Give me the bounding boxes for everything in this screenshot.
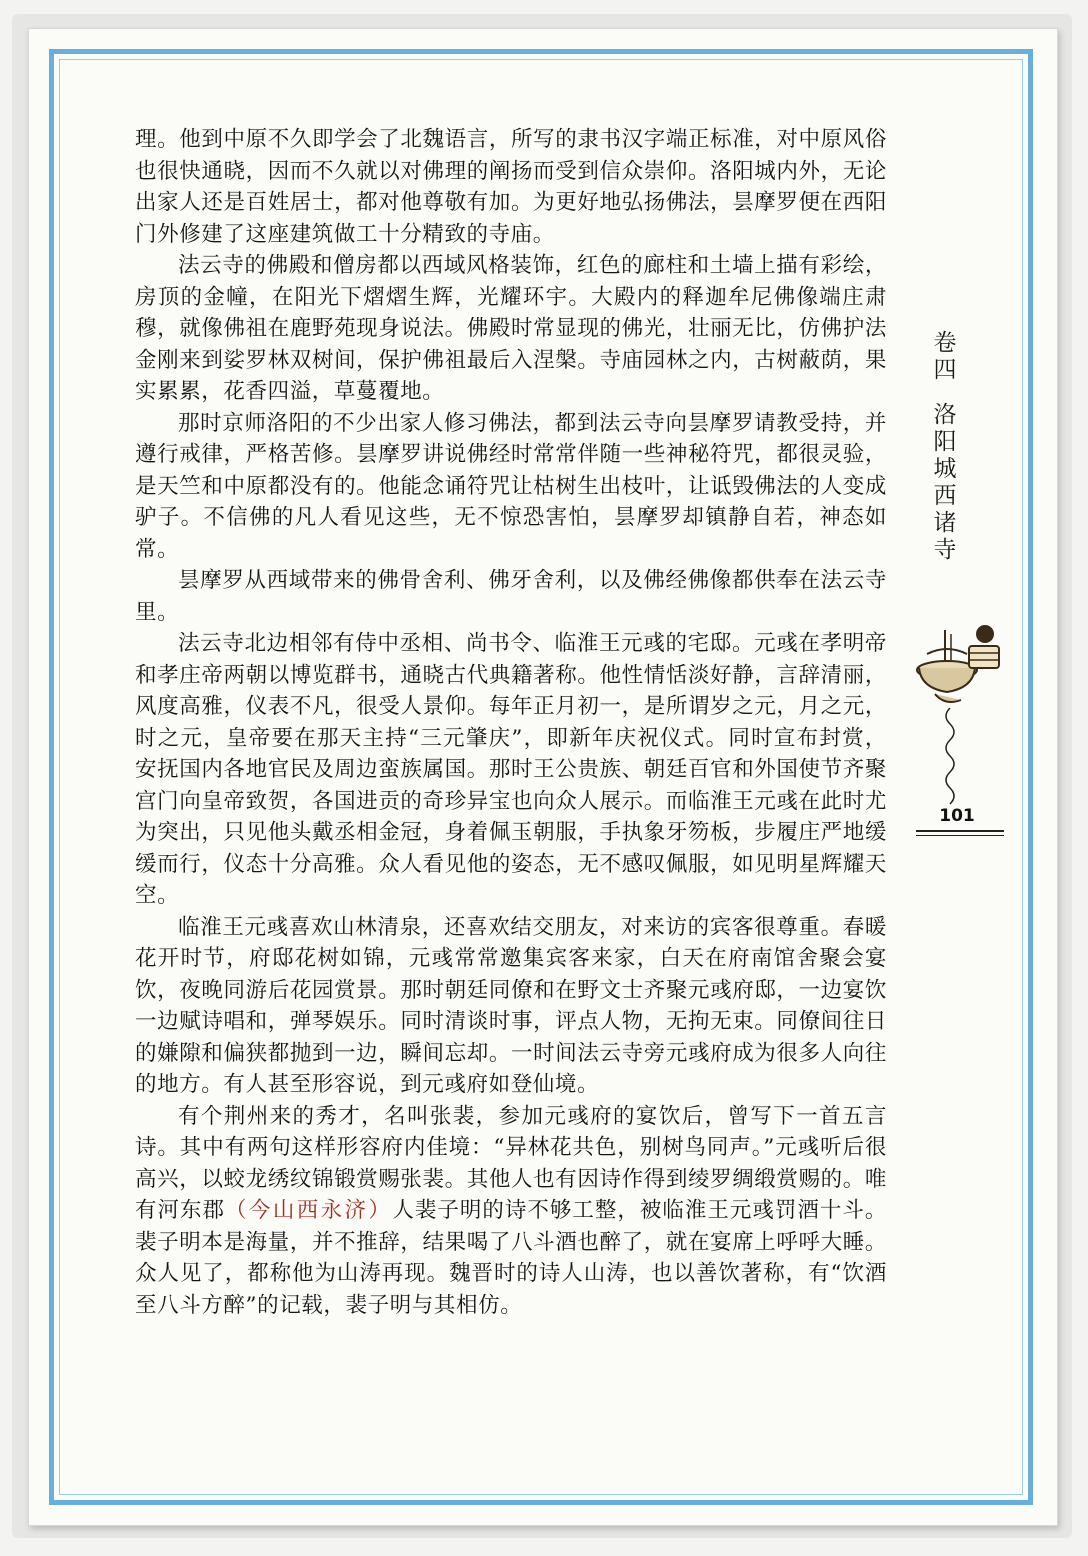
paragraph-text: 临淮王元彧喜欢山林清泉，还喜欢结交朋友，对来访的宾客很尊重。春暖花开时节，府邸花树如锦，元彧常常邀集宾客来家，白天在府南馆舍聚会宴饮，夜晚同游后花园赏景。那时朝廷同僚和在野文士齐聚元彧府邸，一边宴饮一边赋诗唱和，弹琴娱乐。同时清谈时事，评点人物，无拘无束。同僚间往日的嫌隙和偏狭都抛到一边，瞬间忘却。一时间法云寺旁元彧府成为很多人向往的地方。有人甚至形容说，到元彧府如登仙境。 (135, 914, 887, 1097)
paragraph (135, 124, 887, 250)
paragraph-text: 法云寺北边相邻有侍中丞相、尚书令、临淮王元彧的宅邸。元彧在孝明帝和孝庄帝两朝以博览群书，通晓古代典籍著称。他性情恬淡好静，言辞清丽，风度高雅，仪表不凡，很受人景仰。每年正月初一，是所谓岁之元，月之元，时之元，皇帝要在那天主持“三元肇庆”，即新年庆祝仪式。同时宣布封赏，安抚国内各地官民及周边蛮族属国。那时王公贵族、朝廷百官和外国使节齐聚宫门向皇帝致贺，各国进贡的奇珍异宝也向众人展示。而临淮王元彧在此时尤为突出，只见他头戴丞相金冠，身着佩玉朝服，手执象牙笏板，步履庄严地缓缓而行，仪态十分高雅。众人看见他的姿态，无不感叹佩服，如见明星辉耀天空。 (135, 631, 887, 908)
paragraph (135, 250, 887, 408)
page-number-rule-thin (916, 835, 1004, 836)
body-text (135, 124, 887, 1321)
paragraph (135, 628, 887, 912)
paragraph (135, 408, 887, 566)
paragraph-text: 那时京师洛阳的不少出家人修习佛法，都到法云寺向昙摩罗请教受持，并遵行戒律，严格苦修。昙摩罗讲说佛经时常常伴随一些神秘符咒，都很灵验，是天竺和中原都没有的。他能念诵符咒让枯树生出枝叶，让诋毁佛法的人变成驴子。不信佛的凡人看见这些，无不惊恐害怕，昙摩罗却镇静自若，神态如常。 (135, 410, 887, 562)
paragraph-text: 法云寺的佛殿和僧房都以西域风格装饰，红色的廊柱和土墙上描有彩绘，房顶的金幢，在阳光下熠熠生辉，光耀环宇。大殿内的释迦牟尼佛像端庄肃穆，就像佛祖在鹿野苑现身说法。佛殿时常显现的佛光，壮丽无比，仿佛护法金刚来到娑罗林双树间，保护佛祖最后入涅槃。寺庙园林之内，古树蔽荫，果实累累，花香四溢，草蔓覆地。 (135, 253, 887, 404)
chapter-label: 洛阳城西诸寺 (933, 402, 957, 563)
paragraph-text: 理。他到中原不久即学会了北魏语言，所写的隶书汉字端正标准，对中原风俗也很快通晓，因而不久就以对佛理的阐扬而受到信众崇仰。洛阳城内外，无论出家人还是百姓居士，都对他尊敬有加。为更好地弘扬佛法，昙摩罗便在西阳门外修建了这座建筑做工十分精致的寺庙。 (135, 127, 887, 247)
place-annotation: （今山西永济） (225, 1198, 393, 1223)
incense-burner-ornament-icon (905, 608, 1005, 708)
wavy-divider-icon (938, 708, 962, 808)
volume-label: 卷四 (933, 330, 957, 383)
paragraph-text: 昙摩罗从西域带来的佛骨舍利、佛牙舍利，以及佛经佛像都供奉在法云寺里。 (135, 568, 887, 625)
paragraph (135, 1101, 887, 1322)
page-number: 101 (939, 806, 975, 826)
paragraph-text: 有个荆州来的秀才，名叫张裴，参加元彧府的宴饮后，曾写下一首五言诗。其中有两句这样形容府内佳境：“异林花共色，别树鸟同声。”元彧听后很高兴，以蛟龙绣纹锦锻赏赐张裴。其他人也有因诗作得到绫罗绸缎赏赐的。唯有河东郡 (135, 1103, 887, 1223)
paragraph (135, 565, 887, 628)
page-number-rule (916, 830, 1004, 832)
side-heading (930, 330, 970, 564)
paragraph (135, 912, 887, 1101)
paragraph-text: 人裴子明的诗不够工整，被临淮王元彧罚酒十斗。裴子明本是海量，并不推辞，结果喝了八斗酒也醉了，就在宴席上呼呼大睡。众人见了，都称他为山涛再现。魏晋时的诗人山涛，也以善饮著称，有“饮酒至八斗方醉”的记载，裴子明与其相仿。 (135, 1198, 887, 1318)
